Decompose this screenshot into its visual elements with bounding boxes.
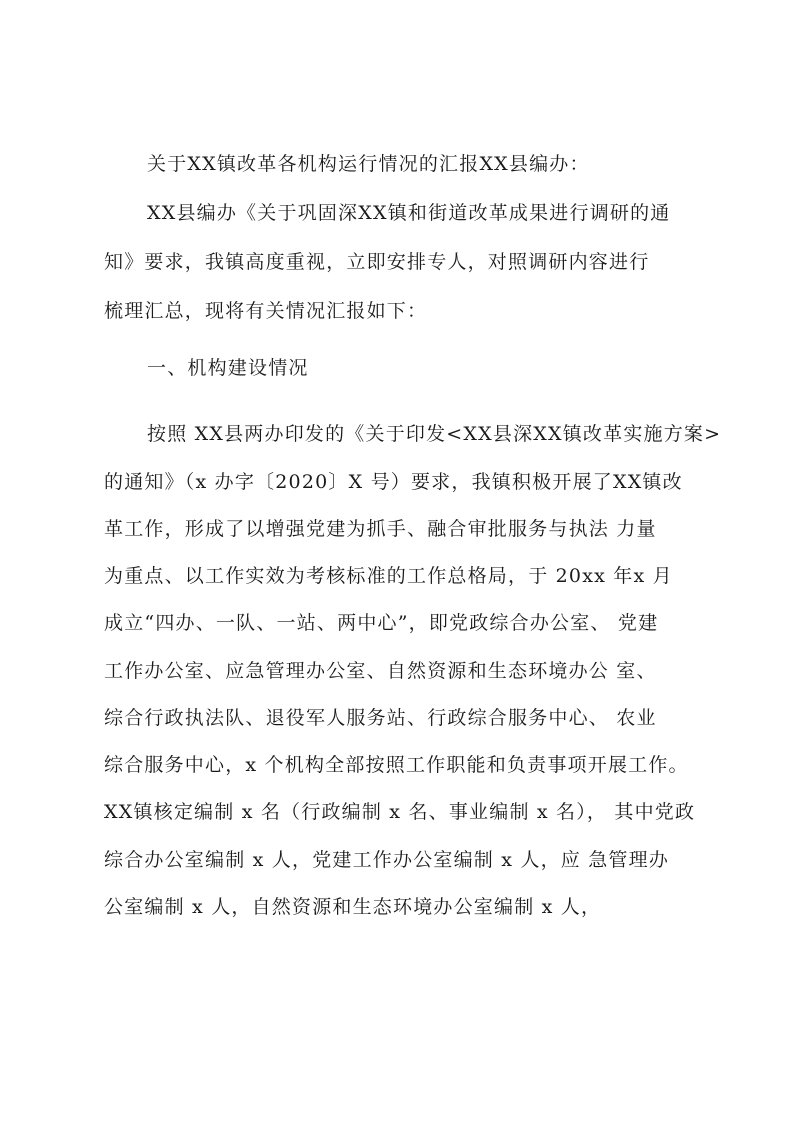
body-line-3: 革工作，形成了以增强党建为抓手、融合审批服务与执法 力量: [104, 518, 657, 540]
body-line-4: 为重点、以工作实效为考核标准的工作总格局，于 20xx 年x 月: [104, 565, 673, 587]
body-line-10: 综合办公室编制 x 人，党建工作办公室编制 x 人，应 急管理办: [104, 849, 670, 871]
body-line-9: XX镇核定编制 x 名（行政编制 x 名、事业编制 x 名）， 其中党政: [104, 801, 696, 823]
body-line-8: 综合服务中心，x 个机构全部按照工作职能和负责事项开展工作。: [104, 754, 689, 776]
body-line-1: 按照 XX县两办印发的《关于印发<XX县深XX镇改革实施方案>: [147, 423, 722, 445]
body-line-11: 公室编制 x 人，自然资源和生态环境办公室编制 x 人，: [104, 896, 602, 918]
intro-line-2: 知》要求，我镇高度重视，立即安排专人，对照调研内容进行: [104, 251, 650, 273]
section-heading: 一、机构建设情况: [147, 357, 309, 379]
intro-line-3: 梳理汇总，现将有关情况汇报如下：: [104, 300, 428, 322]
intro-line-1: XX县编办《关于巩固深XX镇和街道改革成果进行调研的通: [147, 202, 671, 224]
salutation-line: 关于XX镇改革各机构运行情况的汇报XX县编办：: [147, 153, 590, 175]
body-line-7: 综合行政执法队、退役军人服务站、行政综合服务中心、 农业: [104, 707, 657, 729]
body-line-5: 成立“四办、一队、一站、两中心”，即党政综合办公室、 党建: [104, 612, 659, 634]
body-line-2: 的通知》（x 办字〔2020〕X 号）要求，我镇积极开展了XX镇改: [104, 471, 683, 493]
body-line-6: 工作办公室、应急管理办公室、自然资源和生态环境办公 室、: [104, 660, 657, 682]
